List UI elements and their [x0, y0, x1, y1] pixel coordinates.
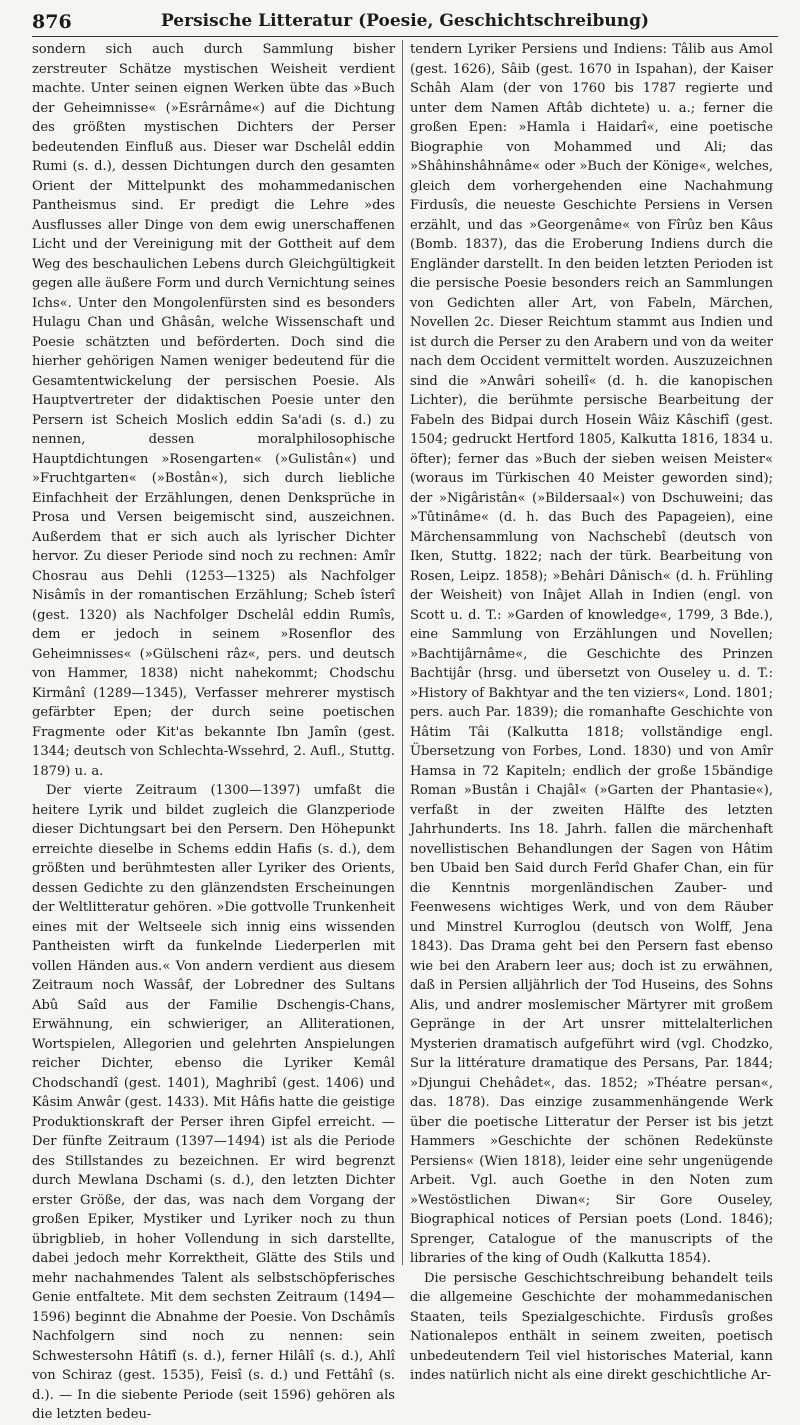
paragraph: Der vierte Zeitraum (1300—1397) umfaßt die heitere Lyrik und bildet zugleich die Glanzperiode dieser Dichtungsart bei den Persern. Den Höhepunkt erreichte dieselbe in Schems eddin Hafis (s. d.), dem größten und berühmtesten aller Lyriker des Orients, dessen Gedichte zu den glänzendsten Erscheinungen der Weltlitteratur gehören. »Die gottvolle Trunkenheit eines mit der Weltseele sich innig eins wissenden Pantheisten wirft da funkelnde Liederperlen mit vollen Händen aus.« Von andern verdient aus diesem Zeitraum noch Wassâf, der Lobredner des Sultans Abû Saîd aus der Familie Dschengis-Chans, Erwähnung, ein schwieriger, an Alliterationen, Wortspielen, Allegorien und gelehrten Anspielungen reicher Dichter, ebenso die Lyriker Kemâl Chodschandî (gest. 1401), Maghribî (gest. 1406) und Kâsim Anwâr (gest. 1433). Mit Hâfis hatte die geistige Produktionskraft der Perser ihren Gipfel erreicht. — Der fünfte Zeitraum (1397—1494) ist als die Periode des Stillstandes zu bezeichnen. Er wird begrenzt durch Mewlana Dschami (s. d.), den letzten Dichter erster Größe, der das, was nach dem Vorgang der großen Epiker, Mystiker und Lyriker noch zu thun übrigblieb, in hoher Vollendung in sich darstellte, dabei jedoch mehr Korrektheit, Glätte des Stils und mehr nachahmendes Talent als selbstschöpferisches Genie entfaltete. Mit dem sechsten Zeitraum (1494—1596) beginnt die Abnahme der Poesie. Von Dschâmîs Nachfolgern sind noch zu nennen: sein Schwestersohn Hâtifî (s. d.), ferner Hilâlî (s. d.), Ahlî von Schiraz (gest. 1535), Feisî (s. d.) und Fettâhî (s. d.). — In die siebente Periode (seit 1596) gehören als die letzten bedeu- [32, 783, 395, 1422]
paragraph: tendern Lyriker Persiens und Indiens: Tâlib aus Amol (gest. 1626), Sâib (gest. 1670 in Ispahan), der Kaiser Schâh Alam (der von 1760 bis 1787 regierte und unter dem Namen Aftâb dichtete) u. a.; ferner die großen Epen: »Hamla i Haidarî«, eine poetische Biographie von Mohammed und Ali; das »Shâhinshâhnâme« oder »Buch der Könige«, welches, gleich dem vorhergehenden eine Nachahmung Firdusîs, die neueste Geschichte Persiens in Versen erzählt, und das »Georgenâme« von Fîrûz ben Kâus (Bomb. 1837), das die Eroberung Indiens durch die Engländer darstellt. In den beiden letzten Perioden ist die persische Poesie besonders reich an Sammlungen von Gedichten aller Art, von Fabeln, Märchen, Novellen 2c. Dieser Reichtum stammt aus Indien und ist durch die Perser zu den Arabern und von da weiter nach dem Occident vermittelt worden. Auszuzeichnen sind die »Anwâri soheilî« (d. h. die kanopischen Lichter), die berühmte persische Bearbeitung der Fabeln des Bidpai durch Hosein Wâiz Kâschifî (gest. 1504; gedruckt Hertford 1805, Kalkutta 1816, 1834 u. öfter); ferner das »Buch der sieben weisen Meister« (woraus im Türkischen 40 Meister geworden sind); der »Nigâristân« (»Bildersaal«) von Dschuweini; das »Tûtinâme« (d. h. das Buch des Papageien), eine Märchensammlung von Nachschebî (deutsch von Iken, Stuttg. 1822; nach der türk. Bearbeitung von Rosen, Leipz. 1858); »Behâri Dânisch« (d. h. Frühling der Weisheit) von Inâjet Allah in Indien (engl. von Scott u. d. T.: »Garden of knowledge«, 1799, 3 Bde.), eine Sammlung von Erzählungen und Novellen; »Bachtijârnâme«, die Geschichte des Prinzen Bachtijâr (hrsg. und übersetzt von Ouseley u. d. T.: »History of Bakhtyar and the ten viziers«, Lond. 1801; pers. auch Par. 1839); die romanhafte Geschichte von Hâtim Tâi (Kalkutta 1818; vollständige engl. Übersetzung von Forbes, Lond. 1830) und von Amîr Hamsa in 72 Kapiteln; endlich der große 15bändige Roman »Bustân i Chajâl« (»Garten der Phantasie«), verfaßt in der zweiten Hälfte des letzten Jahrhunderts. Ins 18. Jahrh. fallen die märchenhaft novellistischen Behandlungen der Sagen von Hâtim ben Ubaid ben Said durch Ferîd Ghafer Chan, ein für die Kenntnis morgenländischen Zauber- und Feenwesens wichtiges Werk, und von dem Räuber und Minstrel Kurroglou (deutsch von Wolff, Jena 1843). Das Drama geht bei den Persern fast ebenso wie bei den Arabern leer aus; doch ist zu erwähnen, daß in Persien alljährlich der Tod Huseins, des Sohns Alis, und andrer moslemischer Märtyrer mit großem Gepränge in der Art unsrer mittelalterlichen Mysterien dramatisch aufgeführt wird (vgl. Chodzko, Sur la littérature dramatique des Persans, Par. 1844; »Djungui Chehâdet«, das. 1852; »Théatre persan«, das. 1878). Das einzige zusammenhängende Werk über die poetische Litteratur der Perser ist bis jetzt Hammers »Geschichte der schönen Redekünste Persiens« (Wien 1818), leider eine sehr ungenügende Arbeit. Vgl. auch Goethe in den Noten zum »Westöstlichen Diwan«; Sir Gore Ouseley, Biographical notices of Persian poets (Lond. 1846); Sprenger, Catalogue of the manuscripts of the libraries of the king of Oudh (Kalkutta 1854). [410, 42, 773, 1266]
column-divider [402, 40, 403, 1265]
paragraph: Die persische Geschichtschreibung behandelt teils die allgemeine Geschichte der mohammedanischen Staaten, teils Spezialgeschichte. Firdusîs großes Nationalepos enthält in seinem zweiten, poetisch unbedeutendern Teil viel historisches Material, kann indes natürlich nicht als eine direkt geschichtliche Ar- [410, 1270, 773, 1383]
page-number: 876 [32, 11, 72, 33]
left-column [32, 40, 395, 1422]
running-header [32, 8, 778, 37]
running-title: Persische Litteratur (Poesie, Geschichtschreibung) [160, 11, 650, 31]
paragraph: sondern sich auch durch Sammlung bisher zerstreuter Schätze mystischen Weisheit verdient machte. Unter seinen eignen Werken übte das »Buch der Geheimnisse« (»Esrârnâme«) auf die Dichtung des größten mystischen Dichters der Perser bedeutenden Einfluß aus. Dieser war Dschelâl eddin Rumi (s. d.), dessen Dichtungen durch den gesamten Orient der Mittelpunkt des mohammedanischen Pantheismus sind. Er predigt die Lehre »des Ausflusses aller Dinge von dem ewig unerschaffenen Licht und der Vereinigung mit der Gottheit auf dem Weg des beschaulichen Lebens durch Gleichgültigkeit gegen alle äußere Form und durch Vernichtung seines Ichs«. Unter den Mongolenfürsten sind es besonders Hulagu Chan und Ghâsân, welche Wissenschaft und Poesie schätzten und beförderten. Doch sind die hierher gehörigen Namen weniger bedeutend für die Gesamtentwickelung der persischen Poesie. Als Hauptvertreter der didaktischen Poesie unter den Persern ist Scheich Moslich eddin Sa'adi (s. d.) zu nennen, dessen moralphilosophische Hauptdichtungen »Rosengarten« (»Gulistân«) und »Fruchtgarten« (»Bostân«), sich durch liebliche Einfachheit der Erzählungen, denen Denksprüche in Prosa und Versen beigemischt sind, auszeichnen. Außerdem that er sich auch als lyrischer Dichter hervor. Zu dieser Periode sind noch zu rechnen: Amîr Chosrau aus Dehli (1253—1325) als Nachfolger Nisâmîs in der romantischen Erzählung; Scheb îsterî (gest. 1320) als Nachfolger Dschelâl eddin Rumîs, dem er jedoch in seinem »Rosenflor des Geheimnisses« (»Gülscheni râz«, pers. und deutsch von Hammer, 1838) nicht nahekommt; Chodschu Kirmânî (1289—1345), Verfasser mehrerer mystisch gefärbter Epen; der durch seine poetischen Fragmente oder Kit'as bekannte Ibn Jamîn (gest. 1344; deutsch von Schlechta-Wssehrd, 2. Aufl., Stuttg. 1879) u. a. [32, 42, 395, 779]
right-column [410, 40, 773, 1383]
